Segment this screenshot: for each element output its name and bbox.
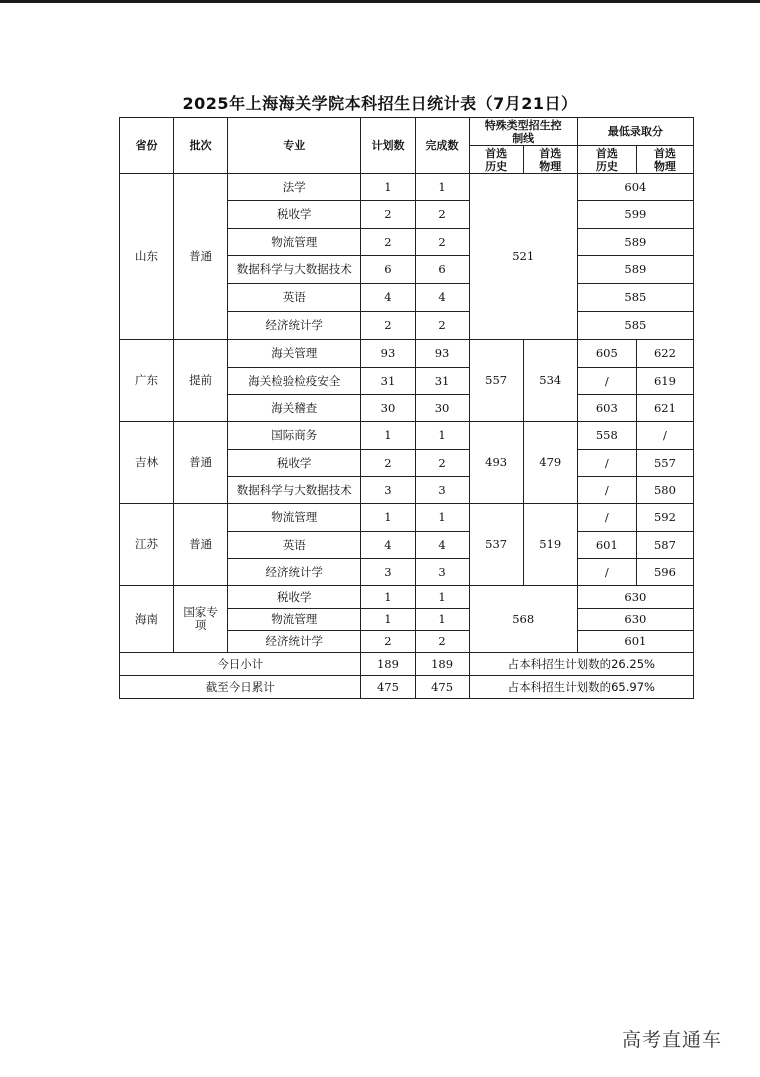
plan-cell: 1	[361, 609, 415, 631]
special-physics-cell: 519	[523, 504, 577, 586]
min-history-cell: 603	[577, 395, 636, 422]
major-cell: 英语	[228, 284, 361, 312]
done-cell: 1	[415, 586, 469, 609]
major-cell: 国际商务	[228, 422, 361, 450]
plan-cell: 2	[361, 312, 415, 340]
done-cell: 4	[415, 532, 469, 559]
min-history-cell: /	[577, 504, 636, 532]
min-score-cell: 589	[577, 229, 693, 256]
province-cell: 山东	[120, 174, 174, 340]
done-cell: 1	[415, 174, 469, 201]
min-physics-cell: /	[636, 422, 693, 450]
plan-cell: 30	[361, 395, 415, 422]
done-cell: 4	[415, 284, 469, 312]
plan-cell: 1	[361, 174, 415, 201]
min-physics-cell: 557	[636, 450, 693, 477]
plan-cell: 4	[361, 284, 415, 312]
done-cell: 2	[415, 312, 469, 340]
summary-plan: 189	[361, 653, 415, 676]
plan-cell: 4	[361, 532, 415, 559]
summary-row	[120, 676, 694, 699]
plan-cell: 2	[361, 631, 415, 653]
summary-row	[120, 653, 694, 676]
header-plan: 计划数	[361, 118, 415, 174]
major-cell: 物流管理	[228, 504, 361, 532]
header-min-physics: 首选物理	[636, 146, 693, 174]
special-line-cell: 521	[469, 174, 577, 340]
min-physics-cell: 622	[636, 340, 693, 368]
batch-cell: 普通	[174, 504, 228, 586]
header-batch: 批次	[174, 118, 228, 174]
major-cell: 经济统计学	[228, 312, 361, 340]
table-row	[120, 340, 694, 368]
table-row	[120, 504, 694, 532]
done-cell: 2	[415, 229, 469, 256]
major-cell: 数据科学与大数据技术	[228, 256, 361, 284]
special-history-cell: 537	[469, 504, 523, 586]
batch-cell: 国家专项	[174, 586, 228, 653]
province-cell: 海南	[120, 586, 174, 653]
header-major: 专业	[228, 118, 361, 174]
special-physics-cell: 534	[523, 340, 577, 422]
major-cell: 税收学	[228, 586, 361, 609]
min-history-cell: /	[577, 450, 636, 477]
major-cell: 海关稽查	[228, 395, 361, 422]
done-cell: 3	[415, 477, 469, 504]
min-physics-cell: 619	[636, 368, 693, 395]
plan-cell: 93	[361, 340, 415, 368]
special-history-cell: 557	[469, 340, 523, 422]
min-score-cell: 585	[577, 284, 693, 312]
min-history-cell: 601	[577, 532, 636, 559]
done-cell: 1	[415, 609, 469, 631]
plan-cell: 2	[361, 229, 415, 256]
plan-cell: 3	[361, 477, 415, 504]
done-cell: 1	[415, 504, 469, 532]
page-title: 2025年上海海关学院本科招生日统计表（7月21日）	[182, 94, 578, 113]
header-special-physics: 首选物理	[523, 146, 577, 174]
min-score-cell: 585	[577, 312, 693, 340]
header-done: 完成数	[415, 118, 469, 174]
min-score-cell: 599	[577, 201, 693, 229]
special-physics-cell: 479	[523, 422, 577, 504]
min-physics-cell: 596	[636, 559, 693, 586]
min-history-cell: /	[577, 368, 636, 395]
summary-label: 截至今日累计	[120, 676, 361, 699]
summary-label: 今日小计	[120, 653, 361, 676]
summary-note: 占本科招生计划数的26.25%	[469, 653, 693, 676]
table-body	[120, 174, 694, 699]
table-row	[120, 586, 694, 609]
batch-cell: 普通	[174, 422, 228, 504]
done-cell: 93	[415, 340, 469, 368]
header-special-line: 特殊类型招生控制线	[469, 118, 577, 146]
min-physics-cell: 587	[636, 532, 693, 559]
watermark: 高考直通车	[622, 1029, 723, 1051]
done-cell: 2	[415, 201, 469, 229]
special-history-cell: 493	[469, 422, 523, 504]
min-physics-cell: 580	[636, 477, 693, 504]
done-cell: 2	[415, 631, 469, 653]
summary-done: 189	[415, 653, 469, 676]
plan-cell: 1	[361, 422, 415, 450]
major-cell: 经济统计学	[228, 559, 361, 586]
major-cell: 经济统计学	[228, 631, 361, 653]
summary-note: 占本科招生计划数的65.97%	[469, 676, 693, 699]
major-cell: 物流管理	[228, 609, 361, 631]
admission-table	[119, 117, 694, 699]
plan-cell: 31	[361, 368, 415, 395]
plan-cell: 2	[361, 450, 415, 477]
batch-cell: 普通	[174, 174, 228, 340]
done-cell: 30	[415, 395, 469, 422]
major-cell: 税收学	[228, 450, 361, 477]
min-score-cell: 630	[577, 586, 693, 609]
min-history-cell: /	[577, 477, 636, 504]
header-min-history: 首选历史	[577, 146, 636, 174]
min-history-cell: 605	[577, 340, 636, 368]
done-cell: 1	[415, 422, 469, 450]
major-cell: 海关检验检疫安全	[228, 368, 361, 395]
major-cell: 英语	[228, 532, 361, 559]
header-min-score: 最低录取分	[577, 118, 693, 146]
plan-cell: 3	[361, 559, 415, 586]
min-score-cell: 630	[577, 609, 693, 631]
batch-cell: 提前	[174, 340, 228, 422]
done-cell: 3	[415, 559, 469, 586]
top-border	[0, 0, 760, 3]
major-cell: 物流管理	[228, 229, 361, 256]
province-cell: 吉林	[120, 422, 174, 504]
min-score-cell: 589	[577, 256, 693, 284]
table-row	[120, 422, 694, 450]
summary-plan: 475	[361, 676, 415, 699]
done-cell: 2	[415, 450, 469, 477]
min-physics-cell: 621	[636, 395, 693, 422]
done-cell: 31	[415, 368, 469, 395]
table-row	[120, 174, 694, 201]
header-special-history: 首选历史	[469, 146, 523, 174]
header-province: 省份	[120, 118, 174, 174]
province-cell: 江苏	[120, 504, 174, 586]
plan-cell: 1	[361, 504, 415, 532]
min-score-cell: 601	[577, 631, 693, 653]
major-cell: 数据科学与大数据技术	[228, 477, 361, 504]
plan-cell: 6	[361, 256, 415, 284]
major-cell: 海关管理	[228, 340, 361, 368]
plan-cell: 1	[361, 586, 415, 609]
major-cell: 税收学	[228, 201, 361, 229]
plan-cell: 2	[361, 201, 415, 229]
province-cell: 广东	[120, 340, 174, 422]
min-physics-cell: 592	[636, 504, 693, 532]
major-cell: 法学	[228, 174, 361, 201]
min-score-cell: 604	[577, 174, 693, 201]
done-cell: 6	[415, 256, 469, 284]
special-line-cell: 568	[469, 586, 577, 653]
min-history-cell: /	[577, 559, 636, 586]
summary-done: 475	[415, 676, 469, 699]
min-history-cell: 558	[577, 422, 636, 450]
